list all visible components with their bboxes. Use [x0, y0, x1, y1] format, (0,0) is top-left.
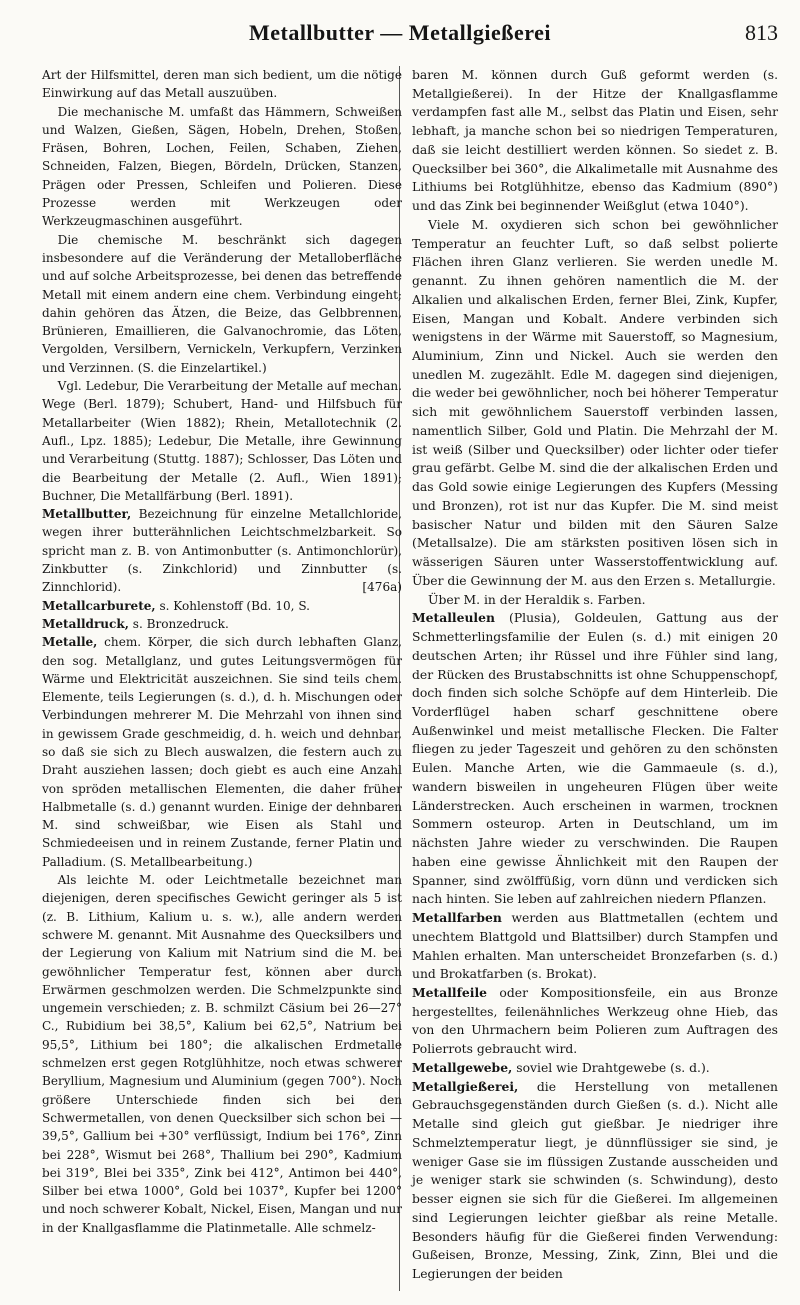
entry-text: soviel wie Drahtgewebe (s. d.). [512, 1060, 710, 1075]
paragraph: Art der Hilfsmittel, deren man sich bedient, um die nötige Einwirkung auf das Metall auszuüben. [42, 68, 402, 101]
dictionary-entry [412, 1059, 778, 1078]
entry-headword: Metallfeile [412, 984, 487, 1000]
running-title: Metallbutter — Metallgießerei [248, 20, 552, 45]
entry-headword: Metalldruck, [42, 616, 129, 631]
dictionary-entry [412, 609, 778, 909]
entry-reference: [476a) [362, 580, 402, 595]
dictionary-entry [42, 633, 402, 871]
entry-text: (Plusia), Goldeulen, Gattung aus der Schmetterlingsfamilie der Eulen (s. d.) mit einigen 20 deutschen Arten; ihr Rüssel und ihre Fühler sind lang, der Rücken des Brustabschnitts ist ohne Schuppenschopf, doch finden sich solche Schöpfe auf dem Hinterleib. Die Vorderflügel haben scharf geschnittene obere Außenwinkel und meist metallische Flecken. Die Falter fliegen zu jeder Tageszeit und gehören zu den schönsten Eulen. Manche Arten, wie die Gammaeule (s. d.), wandern bisweilen in ungeheuren Flügen über weite Länderstrecken. Auch erscheinen in warmen, trocknen Sommern osteurop. Arten in Deutschland, um im nächsten Jahre wieder zu verschwinden. Die Raupen haben eine gewisse Ähnlichkeit mit den Raupen der Spanner, sind zwölffüßig, vorn dünn und verdicken sich nach hinten. Sie leben auf zahlreichen niedern Pflanzen. [412, 611, 778, 907]
entry-text: chem. Körper, die sich durch lebhaften Glanz, den sog. Metallglanz, und gutes Leitungsvermögen für Wärme und Elektricität auszeichnen. Sie sind teils chem. Elemente, teils Legierungen (s. d.), d. h. Mischungen oder Verbindungen mehrerer M. Die Mehrzahl von ihnen sind in gewissem Grade geschmeidig, d. h. weich und dehnbar, so daß sie sich zu Blech auswalzen, die festern auch zu Draht ausziehen lassen; doch giebt es auch eine Anzahl von spröden metallischen Elementen, die daher früher Halbmetalle (s. d.) genannt wurden. Einige der dehnbaren M. sind schweißbar, wie Eisen als Stahl und Schmiedeeisen und in reinem Zustande, ferner Platin und Palladium. (S. Metallbearbeitung.) [42, 635, 402, 869]
page-header [0, 20, 800, 50]
entry-headword: Metallfarben [412, 910, 502, 926]
paragraph: Als leichte M. oder Leichtmetalle bezeichnet man diejenigen, deren specifisches Gewicht geringer als 5 ist (z. B. Lithium, Kalium u. s. w.), alle andern werden schwere M. genannt. Mit Ausnahme des Quecksilbers und der Legierung von Kalium mit Natrium sind die M. bei gewöhnlicher Temperatur fest, können aber durch Erwärmen geschmolzen werden. Die Schmelzpunkte sind ungemein verschieden; z. B. schmilzt Cäsium bei 26—27° C., Rubidium bei 38,5°, Kalium bei 62,5°, Natrium bei 95,5°, Lithium bei 180°; die alkalischen Erdmetalle schmelzen erst gegen Rotglühhitze, noch etwas schwerer Beryllium, Magnesium und Aluminium (gegen 700°). Noch größere Unterschiede finden sich bei den Schwermetallen, von denen Quecksilber sich schon bei —39,5°, Gallium bei +30° verflüssigt, Indium bei 176°, Zinn bei 228°, Wismut bei 268°, Thallium bei 290°, Kadmium bei 319°, Blei bei 335°, Zink bei 412°, Antimon bei 440°, Silber bei etwa 1000°, Gold bei 1037°, Kupfer bei 1200° und noch schwerer Kobalt, Nickel, Eisen, Mangan und nur in der Knallgasflamme die Platinmetalle. Alle schmelz- [42, 873, 402, 1235]
page-number: 813 [745, 20, 778, 45]
dictionary-entry [412, 984, 778, 1059]
entry-headword: Metallbutter, [42, 507, 132, 522]
entry-text: s. Kohlenstoff (Bd. 10, S. [155, 598, 310, 613]
paragraph: Die mechanische M. umfaßt das Hämmern, Schweißen und Walzen, Gießen, Sägen, Hobeln, Drehen, Stoßen, Fräsen, Bohren, Lochen, Feilen, Schaben, Ziehen, Schneiden, Falzen, Biegen, Bördeln, Drücken, Stanzen, Prägen oder Pressen, Schleifen und Polieren. Diese Prozesse werden mit Werkzeugen oder Werkzeugmaschinen ausgeführt. [42, 104, 402, 229]
paragraph: Vgl. Ledebur, Die Verarbeitung der Metalle auf mechan. Wege (Berl. 1879); Schubert, Hand- und Hilfsbuch für Metallarbeiter (Wien 1882); Rhein, Metallotechnik (2. Aufl., Lpz. 1885); Ledebur, Die Metalle, ihre Gewinnung und Verarbeitung (Stuttg. 1887); Schlosser, Das Löten und die Bearbeitung der Metalle (2. Aufl., Wien 1891); Buchner, Die Metallfärbung (Berl. 1891). [42, 379, 402, 503]
entry-headword: Metallcarburete, [42, 598, 156, 613]
entry-text: s. Bronzedruck. [128, 616, 229, 631]
dictionary-entry [412, 909, 778, 984]
entry-headword: Metalle, [42, 635, 98, 650]
right-column [412, 66, 778, 1284]
entry-text: Bezeichnung für einzelne Metallchloride, wegen ihrer butterähnlichen Leichtschmelzbarkeit. So spricht man z. B. von Antimonbutter (s. Antimonchlorür), Zinkbutter (s. Zinkchlorid) und Zinnbutter (s. Zinnchlorid). [42, 507, 402, 595]
paragraph: Über M. in der Heraldik s. Farben. [428, 592, 646, 607]
entry-text: die Herstellung von metallenen Gebrauchsgegenständen durch Gießen (s. d.). Nicht alle Metalle sind gleich gut gießbar. Je niedriger ihre Schmelztemperatur liegt, je dünnflüssiger sie sind, je weniger Gase sie im flüssigen Zustande ausscheiden und je weniger stark sie schwinden (s. Schwindung), desto besser eignen sie sich für die Gießerei. Im allgemeinen sind Legierungen leichter gießbar als reine Metalle. Besonders häufig für die Gießerei finden Verwendung: Gußeisen, Bronze, Messing, Zink, Zinn, Blei und die Legierungen der beiden [412, 1079, 778, 1281]
dictionary-entry [42, 505, 402, 596]
entry-text: oder Kompositionsfeile, ein aus Bronze hergestelltes, feilenähnliches Werkzeug ohne Hieb, das von den Uhrmachern beim Polieren zum Auftragen des Polierrots gebraucht wird. [412, 985, 778, 1057]
dictionary-entry [42, 615, 402, 633]
entry-text: werden aus Blattmetallen (echtem und unechtem Blattgold und Blattsilber) durch Stampfen und Mahlen erhalten. Man unterscheidet Bronzefarben (s. d.) und Brokatfarben (s. Brokat). [412, 911, 778, 982]
left-column [42, 66, 402, 1237]
paragraph: Viele M. oxydieren sich schon bei gewöhnlicher Temperatur an feuchter Luft, so daß selbst polierte Flächen ihren Glanz verlieren. Sie werden unedle M. genannt. Zu ihnen gehören namentlich die M. der Alkalien und alkalischen Erden, ferner Blei, Zink, Kupfer, Eisen, Mangan und Kobalt. Andere verbinden sich wenigstens in der Wärme mit Sauerstoff, so Magnesium, Aluminium, Zinn und Nickel. Auch sie werden den unedlen M. zugezählt. Edle M. dagegen sind diejenigen, die weder bei gewöhnlicher, noch bei höherer Temperatur sich mit gewöhnlichem Sauerstoff verbinden lassen, namentlich Silber, Gold und Platin. Die Mehrzahl der M. ist weiß (Silber und Quecksilber) oder lichter oder tiefer grau gefärbt. Gelbe M. sind die der alkalischen Erden und das Gold sowie einige Legierungen des Kupfers (Messing und Bronzen), rot ist nur das Kupfer. Die M. sind meist basischer Natur und bilden mit den Säuren Salze (Metallsalze). Die am stärksten positiven lösen sich in wässerigen Säuren unter Wasserstoffentwicklung auf. Über die Gewinnung der M. aus den Erzen s. Metallurgie. [412, 217, 778, 588]
paragraph: Die chemische M. beschränkt sich dagegen insbesondere auf die Veränderung der Metalloberfläche und auf solche Arbeitsprozesse, bei denen das betreffende Metall mit einem andern eine chem. Verbindung eingeht; dahin gehören das Ätzen, die Beize, das Gelbbrennen, Brünieren, Emaillieren, die Galvanochromie, das Löten, Vergolden, Versilbern, Vernickeln, Verkupfern, Verzinken und Verzinnen. (S. die Einzelartikel.) [42, 232, 402, 375]
entry-headword: Metalleulen [412, 610, 495, 626]
entry-headword: Metallgießerei, [412, 1078, 519, 1094]
entry-headword: Metallgewebe, [412, 1059, 513, 1075]
dictionary-entry [42, 597, 402, 615]
dictionary-entry [412, 1078, 778, 1284]
paragraph: baren M. können durch Guß geformt werden (s. Metallgießerei). In der Hitze der Knallgasflamme verdampfen fast alle M., selbst das Platin und Eisen, sehr lebhaft, ja manche schon bei so niedrigen Temperaturen, daß sie leicht destilliert werden können. So siedet z. B. Quecksilber bei 360°, die Alkalimetalle mit Ausnahme des Lithiums bei Rotglühhitze, ebenso das Kadmium (890°) und das Zink bei beginnender Weißglut (etwa 1040°). [412, 68, 778, 214]
